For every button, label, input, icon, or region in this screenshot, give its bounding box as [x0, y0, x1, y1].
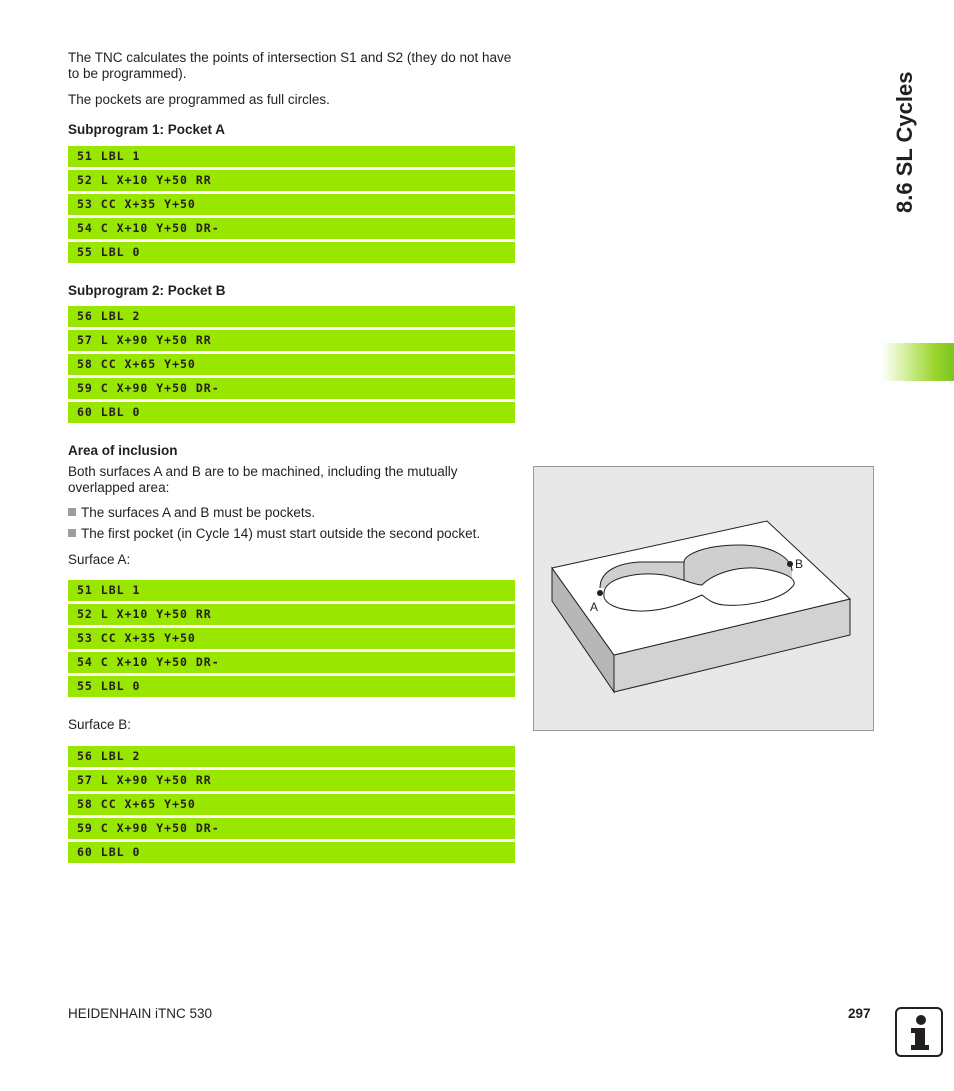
- point-b-marker: [787, 561, 793, 567]
- bullet-item: The surfaces A and B must be pockets.: [68, 505, 315, 520]
- code-line: 57 L X+90 Y+50 RR: [68, 330, 515, 351]
- surface-a-label: Surface A:: [68, 552, 131, 567]
- code-line: 53 CC X+35 Y+50: [68, 194, 515, 215]
- label-a: A: [590, 600, 599, 614]
- code-line: 60 LBL 0: [68, 402, 515, 423]
- code-line: 56 LBL 2: [68, 746, 515, 767]
- code-line: 51 LBL 1: [68, 580, 515, 601]
- surface-b-code: [68, 746, 515, 866]
- code-line: 51 LBL 1: [68, 146, 515, 167]
- info-icon: [895, 1007, 943, 1057]
- area-of-inclusion-heading: Area of inclusion: [68, 443, 178, 458]
- code-line: 58 CC X+65 Y+50: [68, 794, 515, 815]
- code-line: 52 L X+10 Y+50 RR: [68, 604, 515, 625]
- subprogram-2-heading: Subprogram 2: Pocket B: [68, 283, 226, 298]
- surface-a-code: [68, 580, 515, 700]
- area-of-inclusion-text: Both surfaces A and B are to be machined, including the mutually overlapped area:: [68, 464, 458, 495]
- chapter-side-title: 8.6 SL Cycles: [892, 71, 917, 213]
- intro-paragraph-1: The TNC calculates the points of intersection S1 and S2 (they do not have to be programmed).: [68, 50, 512, 81]
- code-line: 59 C X+90 Y+50 DR-: [68, 818, 515, 839]
- code-line: 57 L X+90 Y+50 RR: [68, 770, 515, 791]
- code-line: 60 LBL 0: [68, 842, 515, 863]
- code-line: 59 C X+90 Y+50 DR-: [68, 378, 515, 399]
- code-line: 55 LBL 0: [68, 242, 515, 263]
- footer-manual-name: HEIDENHAIN iTNC 530: [68, 1006, 213, 1021]
- info-glyph: [897, 1009, 941, 1055]
- surface-b-label: Surface B:: [68, 717, 132, 732]
- workpiece-drawing: [534, 467, 873, 730]
- code-line: 54 C X+10 Y+50 DR-: [68, 218, 515, 239]
- code-line: 54 C X+10 Y+50 DR-: [68, 652, 515, 673]
- subprogram-1-heading: Subprogram 1: Pocket A: [68, 122, 226, 137]
- page-number: 297: [848, 1006, 871, 1021]
- pocket-illustration: [533, 466, 874, 731]
- code-line: 58 CC X+65 Y+50: [68, 354, 515, 375]
- code-line: 55 LBL 0: [68, 676, 515, 697]
- chapter-tab: [881, 343, 954, 381]
- point-a-marker: [597, 590, 603, 596]
- label-b: B: [795, 557, 804, 571]
- intro-paragraph-2: The pockets are programmed as full circles.: [68, 92, 330, 107]
- code-line: 56 LBL 2: [68, 306, 515, 327]
- bullet-item: The first pocket (in Cycle 14) must start outside the second pocket.: [68, 526, 480, 541]
- bullet-square-icon: [68, 529, 76, 537]
- subprogram-2-code: [68, 306, 515, 426]
- code-line: 53 CC X+35 Y+50: [68, 628, 515, 649]
- subprogram-1-code: [68, 146, 515, 266]
- bullet-square-icon: [68, 508, 76, 516]
- code-line: 52 L X+10 Y+50 RR: [68, 170, 515, 191]
